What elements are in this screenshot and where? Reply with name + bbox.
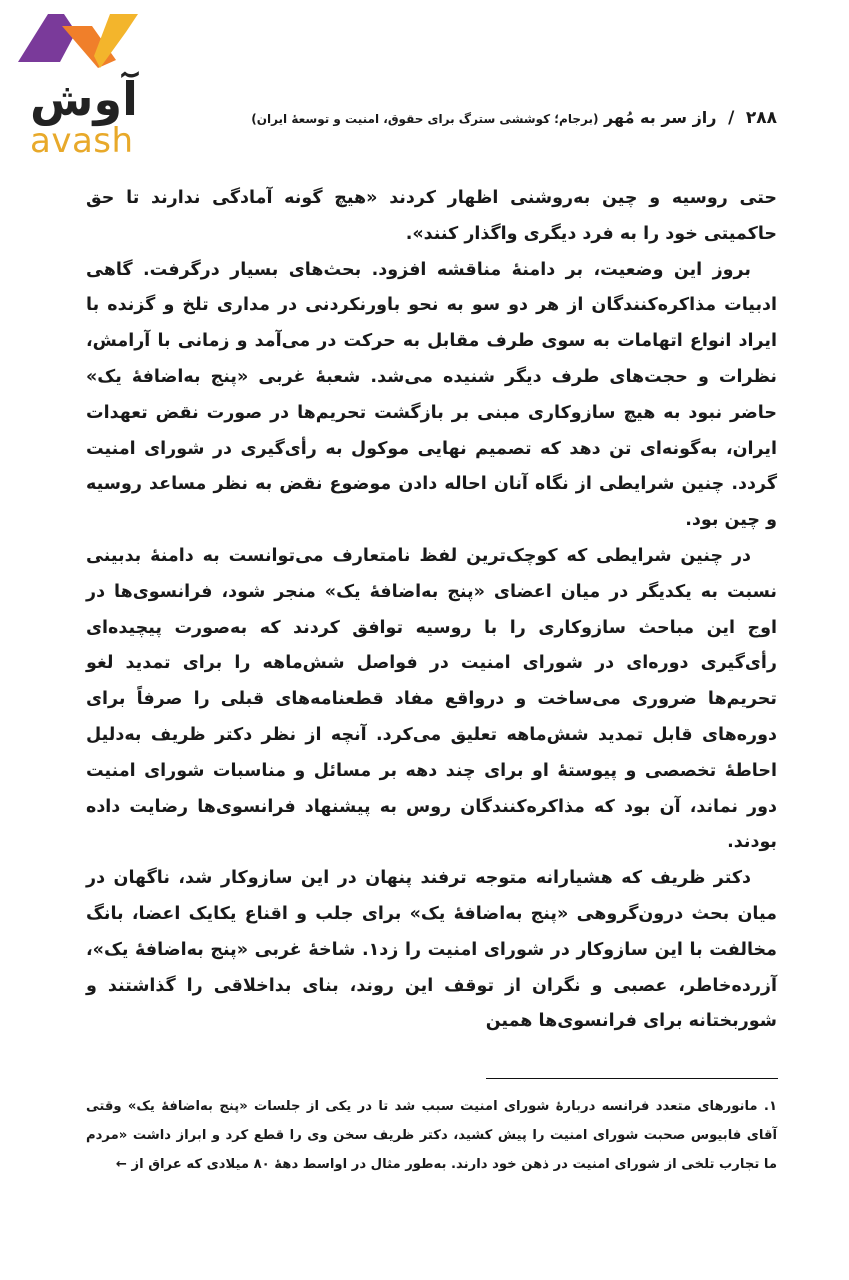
footnote-text: ۱. مانورهای متعدد فرانسه دربارهٔ شورای امنیت سبب شد تا در یکی از جلسات «پنج به‌اضافهٔ یک» وقتی آقای فابیوس صحبت شورای امنیت را پیش کشید، دکتر ظریف سخن وی را قطع کرد و ابراز داشت «مردم ما تجارب تلخی از شورای امنیت در ذهن خود دارند. به‌طور مثال در اواسط دههٔ ۸۰ میلادی که عراق از ← — [86, 1099, 777, 1172]
publisher-logo — [14, 10, 174, 160]
body-text — [86, 181, 777, 1040]
book-title: راز سر به مُهر — [604, 108, 717, 127]
paragraph: حتی روسیه و چین به‌روشنی اظهار کردند «هیچ گونه آمادگی ندارند تا حق حاکمیتی خود را به فرد دیگری واگذار کنند». — [86, 188, 777, 244]
paragraph: در چنین شرایطی که کوچک‌ترین لفظ نامتعارف می‌توانست به دامنهٔ بدبینی نسبت به یکدیگر در میان اعضای «پنج به‌اضافهٔ یک» منجر شود، فرانسوی‌ها در اوج این مباحث سازوکاری را با روسیه توافق کردند که به‌صورت پیچیده‌ای رأی‌گیری دوره‌ای در شورای امنیت در فواصل شش‌ماهه را برای تمدید لغو تحریم‌ها ضروری می‌ساخت و درواقع مفاد قطعنامه‌های قبلی را صرفاً برای دوره‌های قابل تمدید شش‌ماهه تعلیق می‌کرد. آنچه از نظر دکتر ظریف به‌دلیل احاطهٔ تخصصی و پیوستهٔ او برای چند دهه بر مسائل و مناسبات شورای امنیت دور نماند، آن بود که مذاکره‌کنندگان روس به پیشنهاد فرانسوی‌ها رضایت داده بودند. — [86, 545, 777, 853]
footnote — [86, 1092, 777, 1179]
header-separator: / — [728, 108, 735, 128]
page-number: ۲۸۸ — [745, 108, 777, 128]
logo-text-persian: آوش — [30, 72, 138, 126]
footnote-divider — [486, 1078, 778, 1079]
running-header — [251, 108, 777, 134]
logo-text-english: avash — [30, 121, 134, 161]
book-subtitle: (برجام؛ کوششی سترگ برای حقوق، امنیت و توسعهٔ ایران) — [251, 112, 599, 126]
paragraph: بروز این وضعیت، بر دامنهٔ مناقشه افزود. بحث‌های بسیار درگرفت. گاهی ادبیات مذاکره‌کنندگان از هر دو سو به نحو باورنکردنی در مداری تلخ و گزنده با ایراد انواع اتهامات به سوی طرف مقابل به حرکت در می‌آمد و زمانی با آرامش، نظرات و حجت‌های طرف دیگر شنیده می‌شد. شعبهٔ غربی «پنج به‌اضافهٔ یک» حاضر نبود به هیچ سازوکاری مبنی بر بازگشت تحریم‌ها در صورت نقض تعهدات ایران، به‌گونه‌ای تن دهد که تصمیم نهایی موکول به رأی‌گیری در شورای امنیت گردد. چنین شرایطی از نگاه آنان احاله دادن موضوع نقض به نظر مساعد روسیه و چین بود. — [86, 259, 777, 531]
logo-mark-icon — [14, 10, 174, 72]
paragraph: دکتر ظریف که هشیارانه متوجه ترفند پنهان در این سازوکار شد، ناگهان در میان بحث درون‌گروهی «پنج به‌اضافهٔ یک» برای جلب و اقناع یکایک اعضا، بانگ مخالفت با این سازوکار در شورای امنیت را زد۱. شاخهٔ غربی «پنج به‌اضافهٔ یک»، آزرده‌خاطر، عصبی و نگران از توقف این روند، بنای بداخلاقی را گذاشتند و شوربختانه برای فرانسوی‌ها همین — [86, 868, 777, 1032]
